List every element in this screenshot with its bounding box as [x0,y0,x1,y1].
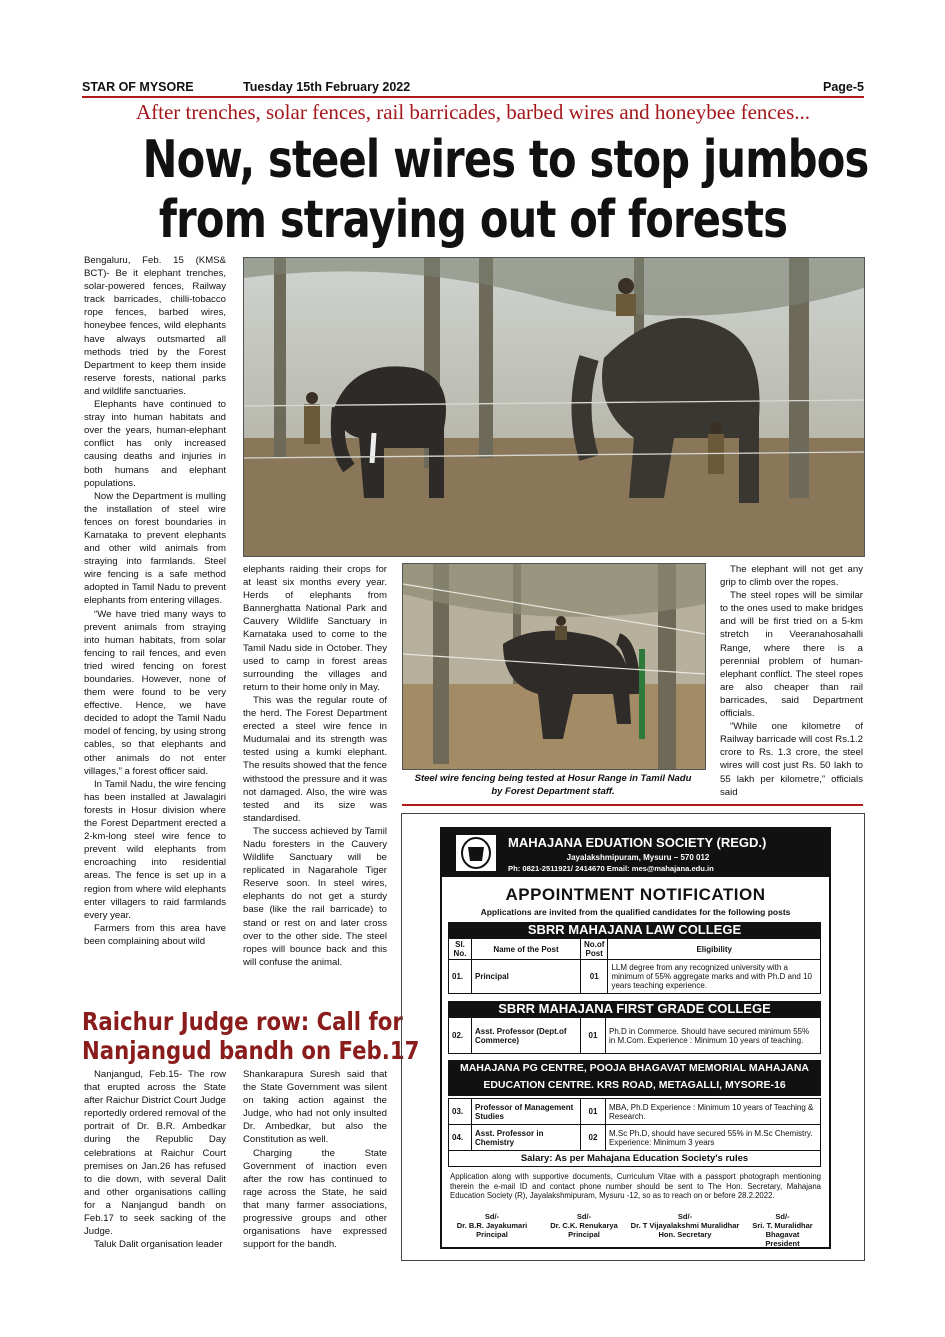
row-post: Principal [472,960,581,994]
paper-name: STAR OF MYSORE [82,80,194,94]
signatory-role: President [765,1239,800,1248]
signatory [740,1212,825,1248]
college3-band [448,1060,821,1096]
ad-title: APPOINTMENT NOTIFICATION [505,885,766,904]
row-post: Asst. Professor (Dept.of Commerce) [472,1018,581,1054]
article-column-1 [84,254,226,996]
paragraph: Now the Department is mulling the installation of steel wire fences on forest boundaries in Karnataka to prevent elephants and other wild animals from straying into farmlands. Steel wire fencing is a safe method adopted in Tamil Nadu to prevent elephants from entering villages. [84,490,226,607]
appointment-advertisement [440,827,831,1249]
caption-line-1: Steel wire fencing being tested at Hosur Range in Tamil Nadu [414,773,692,784]
college1-table [448,938,821,994]
paragraph: Nanjangud, Feb.15- The row that erupted across the State after Raichur District Court Judge reportedly ordered removal of the portrait of Dr. B.R. Ambedkar during the Republic Day celebrations at Raichur Court premises on Jan.26 has refused to die down, with several Dalit and other organisations calling for a Nanjangud bandh on Feb.17 to seek sacking of the Judge. [84,1069,226,1238]
photo-illustration [403,564,705,769]
table-row [449,960,821,994]
row-sl: 02. [449,1018,472,1054]
headline-line-2: from straying out of forests [158,190,788,250]
wire-fence-photo [402,563,706,770]
caption-line-2: by Forest Department staff. [491,786,615,797]
signatory-role: Hon. Secretary [658,1230,712,1239]
row-eligibility: MBA, Ph.D Experience : Minimum 10 years of Teaching & Research. [606,1099,821,1125]
paragraph: In Tamil Nadu, the wire fencing has been installed at Jawalagiri forests in Hosur division where the Forest Department erected a 2-km-long steel wire fence to prevent wild elephants from encroaching into residential areas. The fence is set up in a region from where wild elephants enter villagers to raid farmlands every year. [84,778,226,921]
application-note: Application along with supportive documents, Curriculum Vitae with a passport photograph mentioning therein the e-mail ID and contact phone number should be sent to The Hon. Secretary, Mahajana Education Society (R), Jayalakshmipuram, Mysuru -12, so as to reach on or before 28.2.2022. [450,1172,821,1200]
paragraph: The success achieved by Tamil Nadu foresters in the Cauvery Wildlife Sanctuary will be replicated in Nagarahole Tiger Reserve soon. In steel wires, elephants do not get a sturdy base (like the rail barricade) to stand or rest on and later cross over to the other side. The steel ropes will bounce back and this will confuse the animal. [243,825,387,968]
signatory-name: Dr. T Vijayalakshmi Muralidhar [630,1221,740,1230]
story2-headline-2: Nanjangud bandh on Feb.17 [82,1036,420,1065]
paragraph: Charging the State Government of inaction even after the row has continued to rage across the State, he said that many farmer associations, progressive groups and other organisations have expressed support for the bandh. [243,1147,387,1251]
college1-band: SBRR MAHAJANA LAW COLLEGE [448,922,821,938]
ad-header-band [442,829,829,877]
photo-illustration [244,258,864,556]
college2-table [448,1017,821,1054]
society-emblem-icon [454,833,498,873]
col-sl: Sl. No. [449,939,472,960]
section-divider [402,804,863,806]
issue-date: Tuesday 15th February 2022 [243,80,411,94]
row-eligibility: Ph.D in Commerce. Should have secured minimum 55% in M.Com. Experience : Minimum 10 years of teaching. [606,1018,821,1054]
row-post: Asst. Professor in Chemistry [472,1125,581,1151]
signatory [630,1212,740,1239]
ad-intro: Applications are invited from the qualified candidates for the following posts [480,907,791,917]
college3-table [448,1098,821,1167]
college3-line-2: EDUCATION CENTRE. KRS ROAD, METAGALLI, MYSORE-16 [483,1079,786,1091]
masthead [82,80,864,96]
photo-caption [402,772,704,798]
row-eligibility: LLM degree from any recognized university with a minimum of 55% aggregate marks and with Ph.D and 10 years teaching experience. [608,960,821,994]
signatory-name: Dr. B.R. Jayakumari [456,1221,528,1230]
paragraph: Shankarapura Suresh said that the State Government was silent on taking action against the Judge, who had not only insulted Dr. Ambedkar, but also the Constitution as well. [243,1069,387,1146]
table-row [449,1018,821,1054]
paragraph: “While one kilometre of Railway barricade will cost Rs.1.2 crore to Rs. 1.3 crore, the steel wires will cost just Rs. 50 lakh to 55 lakh per kilometre,” officials said [720,721,863,798]
table-row [449,1099,821,1125]
signatory-sd: Sd/- [677,1212,693,1221]
col-eligibility: Eligibility [608,939,821,960]
article-column-2 [243,563,387,997]
signatory-sd: Sd/- [775,1212,790,1221]
paragraph: The elephant will not get any grip to climb over the ropes. [720,564,863,589]
kicker: After trenches, solar fences, rail barricades, barbed wires and honeybee fences... [135,100,810,124]
signatory-role: Principal [476,1230,508,1239]
signatory-role: Principal [568,1230,600,1239]
paragraph: Elephants have continued to stray into human habitats and over the years, human-elephant conflict has only increased causing deaths and injuries in both humans and elephant populations. [84,399,226,489]
paragraph: The steel ropes will be similar to the ones used to make bridges and will be first tried on a 5-km stretch in Veeranahosahalli Range, where there is a perennial problem of human-elephant conflict. The steel ropes are also cheaper than rail barricades, said Department officials. [720,590,863,720]
college2-band: SBRR MAHAJANA FIRST GRADE COLLEGE [448,1001,821,1017]
signatories [446,1212,825,1248]
paragraph: Bengaluru, Feb. 15 (KMS& BCT)- Be it elephant trenches, solar-powered fences, Railway track barricades, chilli-tobacco rope fences, barbed wires, honeybee fences, wild elephants have always outsmarted all methods tried by the Forest Department to keep them inside reserve forests, national parks and wildlife sanctuaries. [84,255,226,397]
story2-column-2 [243,1068,387,1268]
page-number: Page-5 [823,80,864,94]
signatory [538,1212,630,1239]
story2-column-1 [84,1068,226,1268]
signatory-sd: Sd/- [576,1212,592,1221]
row-post: Professor of Management Studies [472,1099,581,1125]
row-sl: 04. [449,1125,472,1151]
row-eligibility: M.Sc Ph.D, should have secured 55% in M.Sc Chemistry. Experience: Minimum 3 years [606,1125,821,1151]
table-row [449,1125,821,1151]
paragraph: Taluk Dalit organisation leader [94,1239,223,1251]
masthead-rule [82,96,864,98]
salary-note: Salary: As per Mahajana Education Society's rules [449,1151,821,1167]
paragraph: “We have tried many ways to prevent animals from straying into human habitats, from solar fencing to rail fences, and even tried wired fencing on forest boundaries. However, none of them were found to be very effective. Hence, we have decided to adopt the Tamil Nadu model of fencing, by using strong cables, so that elephants and other animals do not enter villages,” a forest officer said. [84,608,226,777]
row-num: 01 [581,1099,606,1125]
ad-address: Jayalakshmipuram, Mysuru – 570 012 [566,853,710,862]
headline-line-1: Now, steel wires to stop jumbos [142,130,869,190]
row-num: 01 [581,1018,606,1054]
signatory-name: Dr. C.K. Renukarya [550,1221,618,1230]
signatory-sd: Sd/- [484,1212,500,1221]
ad-org-name: MAHAJANA EDUATION SOCIETY (REGD.) [508,835,767,850]
row-sl: 03. [449,1099,472,1125]
col-post: Name of the Post [472,939,581,960]
main-elephant-photo [243,257,865,557]
ad-contact: Ph: 0821-2511921/ 2414670 Email: mes@mahajana.edu.in [508,864,714,873]
signatory-name: Sri. T. Muralidhar Bhagavat [752,1221,813,1239]
story2-headline-1: Raichur Judge row: Call for [82,1007,403,1036]
row-num: 02 [581,1125,606,1151]
signatory [446,1212,538,1239]
row-num: 01 [581,960,608,994]
col-num: No.of Post [581,939,608,960]
salary-row [449,1151,821,1167]
paragraph: elephants raiding their crops for at least six months every year. Herds of elephants from Bannerghatta National Park and Cauvery Wildlife Sanctuary in Karnataka used to come to the Tamil Nadu side in October. They used to camp in forest areas surrounding the villages and return to their home only in May. [243,564,387,693]
article-column-4 [720,563,863,801]
paragraph: Farmers from this area have been complaining about wild [84,922,226,947]
row-sl: 01. [449,960,472,994]
college3-line-1: MAHAJANA PG CENTRE, POOJA BHAGAVAT MEMORIAL MAHAJANA [459,1062,810,1074]
paragraph: This was the regular route of the herd. The Forest Department erected a steel wire fence in Mudumalai and its strength was tested using a kumki elephant. The results showed that the fence withstood the pressure and it was not damaged. Also, the wire was tested and its size was standardised. [243,694,387,824]
